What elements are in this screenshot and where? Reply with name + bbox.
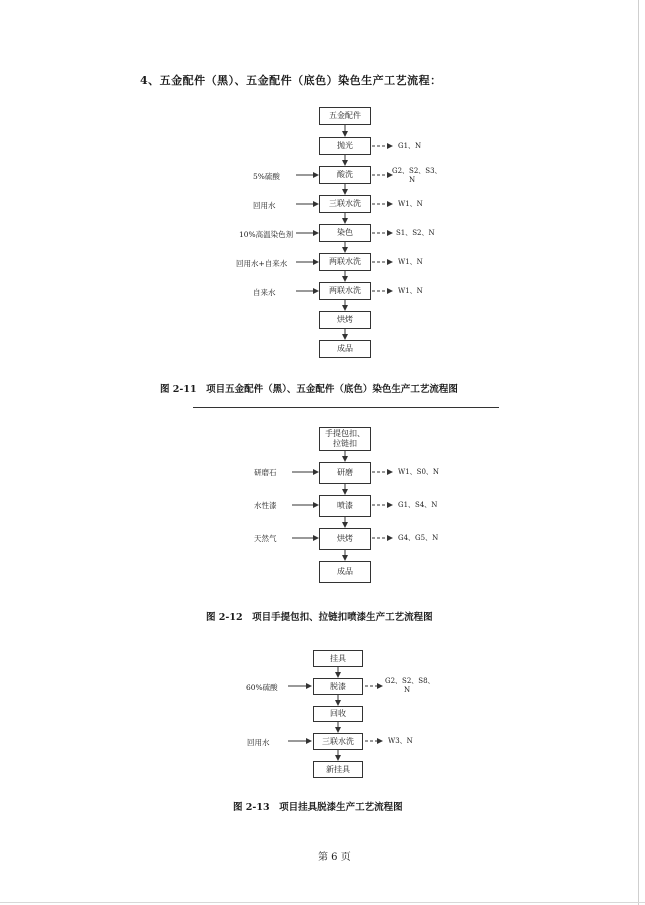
flow1-step-hardware: 五金配件	[319, 107, 371, 125]
flow1-input-sulfuric: 5%硫酸	[253, 172, 280, 181]
flow2-output-grinding: W1、S0、N	[398, 468, 440, 476]
flow3-output-stripping: G2、S2、S8、	[385, 677, 435, 685]
flow1-step-triple-rinse: 三联水洗	[319, 195, 371, 213]
horizontal-rule	[193, 407, 499, 408]
flow1-step-product: 成品	[319, 340, 371, 358]
flow2-step-baking: 烘烤	[319, 528, 371, 550]
flow2-input-water-paint: 水性漆	[254, 501, 277, 510]
flow1-output-double-rinse-2: W1、N	[398, 287, 423, 295]
flow2-input-grinding-stone: 研磨石	[254, 468, 277, 477]
flow3-step-stripping: 脱漆	[313, 678, 363, 695]
flow3-step-triple-rinse: 三联水洗	[313, 733, 363, 750]
page-number: 第 6 页	[318, 852, 351, 863]
flow1-step-pickling: 酸洗	[319, 166, 371, 184]
flow3-output-triple-rinse: W3、N	[388, 737, 413, 745]
flow2-input-natural-gas: 天然气	[254, 534, 277, 543]
flow1-step-baking: 烘烤	[319, 311, 371, 329]
flow3-step-rack: 挂具	[313, 650, 363, 667]
flow1-input-tap-water: 自来水	[253, 288, 276, 297]
flow2-step-buckles-line1: 手提包扣、	[325, 429, 365, 438]
flow2-output-spray: G1、S4、N	[398, 501, 438, 509]
flow2-step-buckles	[319, 427, 371, 451]
flow1-step-polish: 抛光	[319, 137, 371, 155]
flow1-output-pickling-n: N	[409, 176, 416, 184]
flow1-caption: 图 2-11 项目五金配件（黑）、五金配件（底色）染色生产工艺流程图	[160, 384, 458, 395]
flow1-output-pickling: G2、S2、S3、	[392, 167, 442, 175]
flow3-step-new-rack: 新挂具	[313, 761, 363, 778]
flow1-output-dyeing: S1、S2、N	[396, 229, 435, 237]
flow3-input-sulfuric: 60%硫酸	[246, 683, 278, 692]
flow1-output-triple-rinse: W1、N	[398, 200, 423, 208]
flow2-output-baking: G4、G5、N	[398, 534, 439, 542]
flow1-input-reuse-water: 回用水	[253, 201, 276, 210]
flow3-input-reuse-water: 回用水	[247, 738, 270, 747]
section-heading: 4、五金配件（黑）、五金配件（底色）染色生产工艺流程：	[140, 74, 442, 87]
flow3-output-stripping-n: N	[404, 686, 411, 694]
flow1-input-mixed-water: 回用水+自来水	[236, 259, 288, 268]
flow1-step-double-rinse-2: 两联水洗	[319, 282, 371, 300]
flow3-caption: 图 2-13 项目挂具脱漆生产工艺流程图	[233, 802, 403, 813]
flow3-step-recovery: 回收	[313, 706, 363, 722]
flow1-step-double-rinse-1: 两联水洗	[319, 253, 371, 271]
flow2-step-spray: 喷漆	[319, 495, 371, 517]
flow2-step-grinding: 研磨	[319, 462, 371, 484]
flow2-step-buckles-line2: 拉链扣	[333, 439, 357, 448]
flow1-step-dyeing: 染色	[319, 224, 371, 242]
flow2-step-product: 成品	[319, 561, 371, 583]
flow1-output-double-rinse-1: W1、N	[398, 258, 423, 266]
flow1-input-dye: 10%高温染色剂	[239, 230, 294, 239]
flow1-output-polish: G1、N	[398, 142, 422, 150]
flow2-caption: 图 2-12 项目手提包扣、拉链扣喷漆生产工艺流程图	[206, 612, 433, 623]
